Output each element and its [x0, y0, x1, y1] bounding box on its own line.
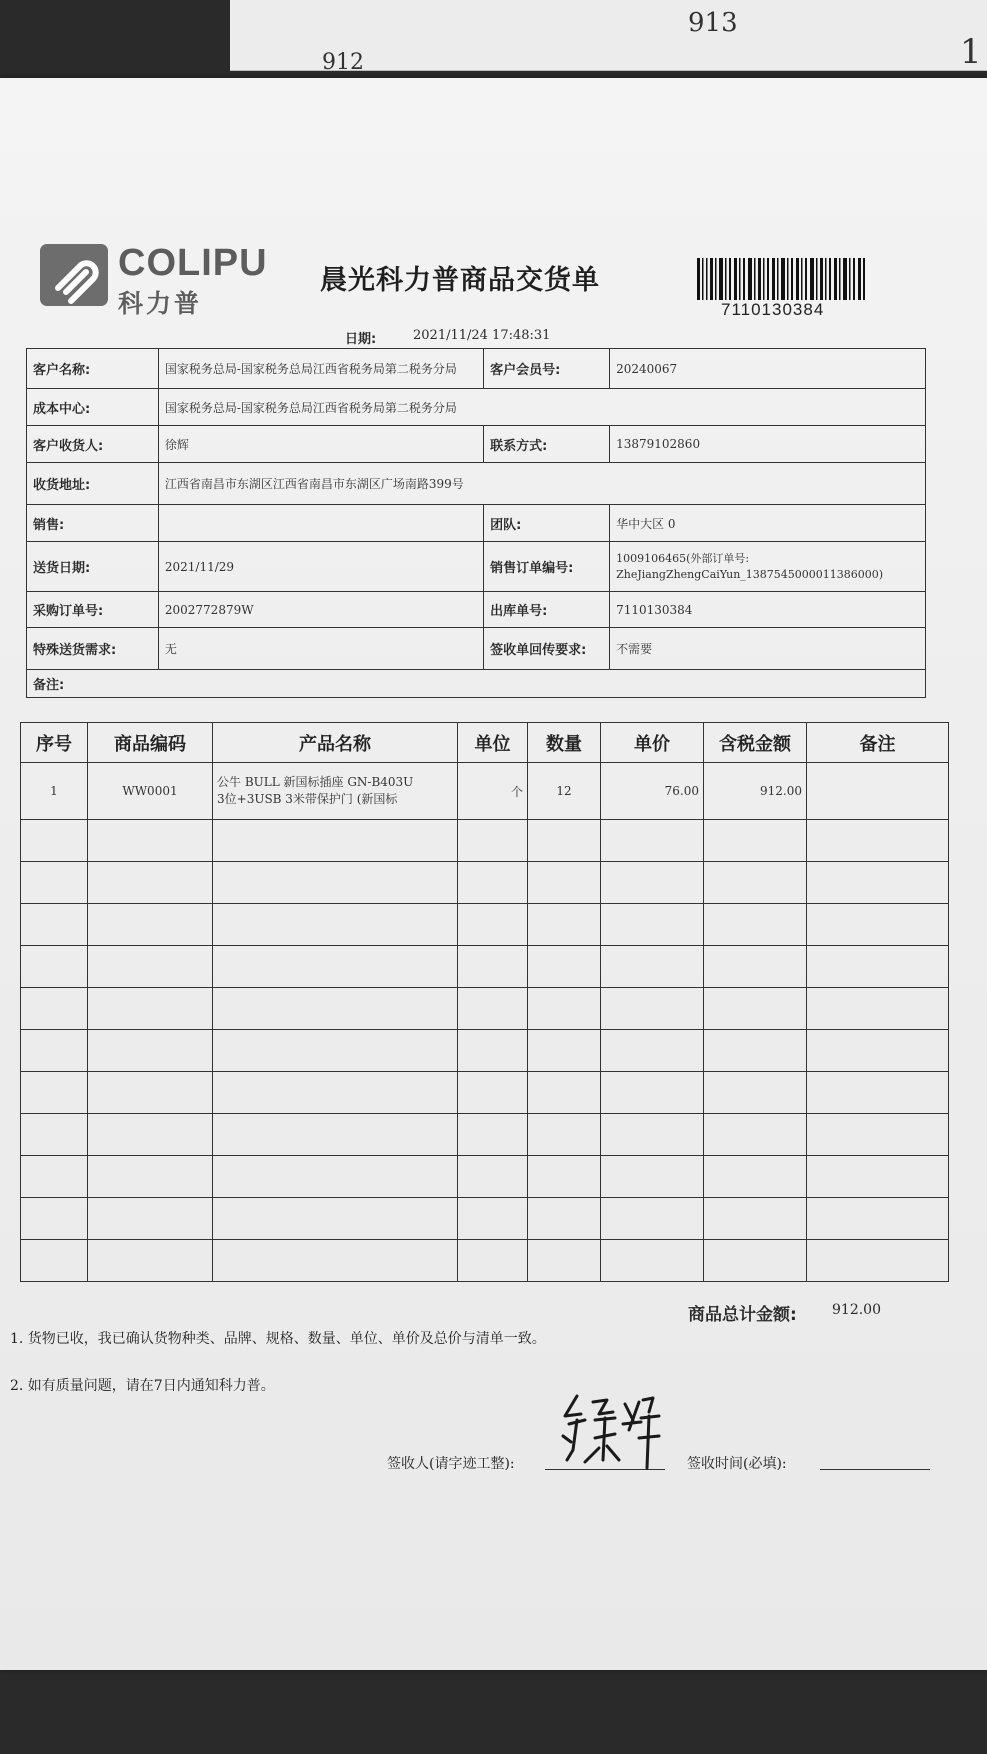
- table-row: [21, 988, 949, 1030]
- remarks-label: 备注:: [27, 670, 926, 698]
- row1-unit: 个: [458, 763, 528, 820]
- row1-no: 1: [21, 763, 88, 820]
- note-1: 1. 货物已收，我已确认货物种类、品牌、规格、数量、单位、单价及总价与清单一致。: [10, 1331, 546, 1347]
- address-label: 收货地址:: [27, 463, 159, 505]
- handwritten-mark-913: 913: [688, 8, 738, 38]
- col-header-price: 单价: [601, 723, 704, 763]
- table-row: [21, 1030, 949, 1072]
- table-row: [21, 1072, 949, 1114]
- customer-name-value: 国家税务总局-国家税务总局江西省税务局第二税务分局: [158, 349, 483, 389]
- document-title: 晨光科力普商品交货单: [320, 265, 600, 296]
- col-header-no: 序号: [21, 723, 88, 763]
- receipt-return-label: 签收单回传要求:: [484, 628, 610, 670]
- items-table: [20, 722, 949, 1282]
- member-no-label: 客户会员号:: [484, 349, 610, 389]
- handwritten-signature: [555, 1390, 665, 1470]
- sales-order-value: [610, 542, 926, 592]
- date-label: 日期:: [345, 332, 377, 347]
- signer-label: 签收人(请字迹工整):: [387, 1456, 515, 1472]
- barcode-number: 7110130384: [721, 300, 825, 319]
- header-info-table: [26, 348, 926, 698]
- col-header-code: 商品编码: [88, 723, 213, 763]
- colipu-logo-icon: [40, 244, 108, 306]
- receiver-value: 徐辉: [158, 426, 483, 463]
- delivery-date-value: 2021/11/29: [158, 542, 483, 592]
- sales-order-line2: ZheJiangZhengCaiYun_1387545000011386000): [616, 567, 884, 581]
- table-row: [21, 1240, 949, 1282]
- table-row: [21, 1114, 949, 1156]
- sales-label: 销售:: [27, 505, 159, 542]
- barcode: [697, 258, 865, 300]
- contact-value: 13879102860: [610, 426, 926, 463]
- table-header-row: [21, 723, 949, 763]
- sign-time-label: 签收时间(必填):: [687, 1456, 787, 1472]
- table-row: [21, 1156, 949, 1198]
- col-header-remark: 备注: [807, 723, 949, 763]
- col-header-qty: 数量: [528, 723, 601, 763]
- row1-remark: [807, 763, 949, 820]
- row1-qty: 12: [528, 763, 601, 820]
- note-2: 2. 如有质量问题，请在7日内通知科力普。: [10, 1378, 275, 1394]
- outbound-no-value: 7110130384: [610, 592, 926, 628]
- handwritten-mark-912: 912: [322, 50, 364, 75]
- table-row: [21, 1198, 949, 1240]
- receipt-return-value: 不需要: [610, 628, 926, 670]
- special-req-value: 无: [158, 628, 483, 670]
- col-header-amount: 含税金额: [704, 723, 807, 763]
- cost-center-value: 国家税务总局-国家税务总局江西省税务局第二税务分局: [158, 389, 925, 426]
- special-req-label: 特殊送货需求:: [27, 628, 159, 670]
- row1-code: WW0001: [88, 763, 213, 820]
- table-row: [21, 946, 949, 988]
- row1-name-line2: 3位+3USB 3米带保护门 (新国标: [217, 792, 398, 806]
- total-value: 912.00: [832, 1302, 881, 1318]
- table-row: [21, 862, 949, 904]
- team-value: 华中大区 0: [610, 505, 926, 542]
- sign-time-line[interactable]: [820, 1469, 930, 1470]
- date-value: 2021/11/24 17:48:31: [413, 328, 551, 343]
- col-header-unit: 单位: [458, 723, 528, 763]
- row1-amount: 912.00: [704, 763, 807, 820]
- contact-label: 联系方式:: [484, 426, 610, 463]
- total-label: 商品总计金额:: [688, 1305, 797, 1325]
- logo-text-zh: 科力普: [118, 289, 203, 318]
- row1-price: 76.00: [601, 763, 704, 820]
- address-value: 江西省南昌市东湖区江西省南昌市东湖区广场南路399号: [158, 463, 925, 505]
- table-row: [21, 820, 949, 862]
- sales-order-line1: 1009106465(外部订单号:: [616, 551, 750, 565]
- delivery-date-label: 送货日期:: [27, 542, 159, 592]
- member-no-value: 20240067: [610, 349, 926, 389]
- sales-order-label: 销售订单编号:: [484, 542, 610, 592]
- purchase-order-value: 2002772879W: [158, 592, 483, 628]
- cost-center-label: 成本中心:: [27, 389, 159, 426]
- receiver-label: 客户收货人:: [27, 426, 159, 463]
- purchase-order-label: 采购订单号:: [27, 592, 159, 628]
- col-header-name: 产品名称: [213, 723, 458, 763]
- customer-name-label: 客户名称:: [27, 349, 159, 389]
- row1-name: [213, 763, 458, 820]
- table-row: [21, 904, 949, 946]
- handwritten-mark-1: 1: [960, 32, 982, 72]
- sales-value: [158, 505, 483, 542]
- logo-text-en: COLIPU: [118, 242, 268, 284]
- outbound-no-label: 出库单号:: [484, 592, 610, 628]
- row1-name-line1: 公牛 BULL 新国标插座 GN-B403U: [217, 775, 414, 789]
- team-label: 团队:: [484, 505, 610, 542]
- table-row: [21, 763, 949, 820]
